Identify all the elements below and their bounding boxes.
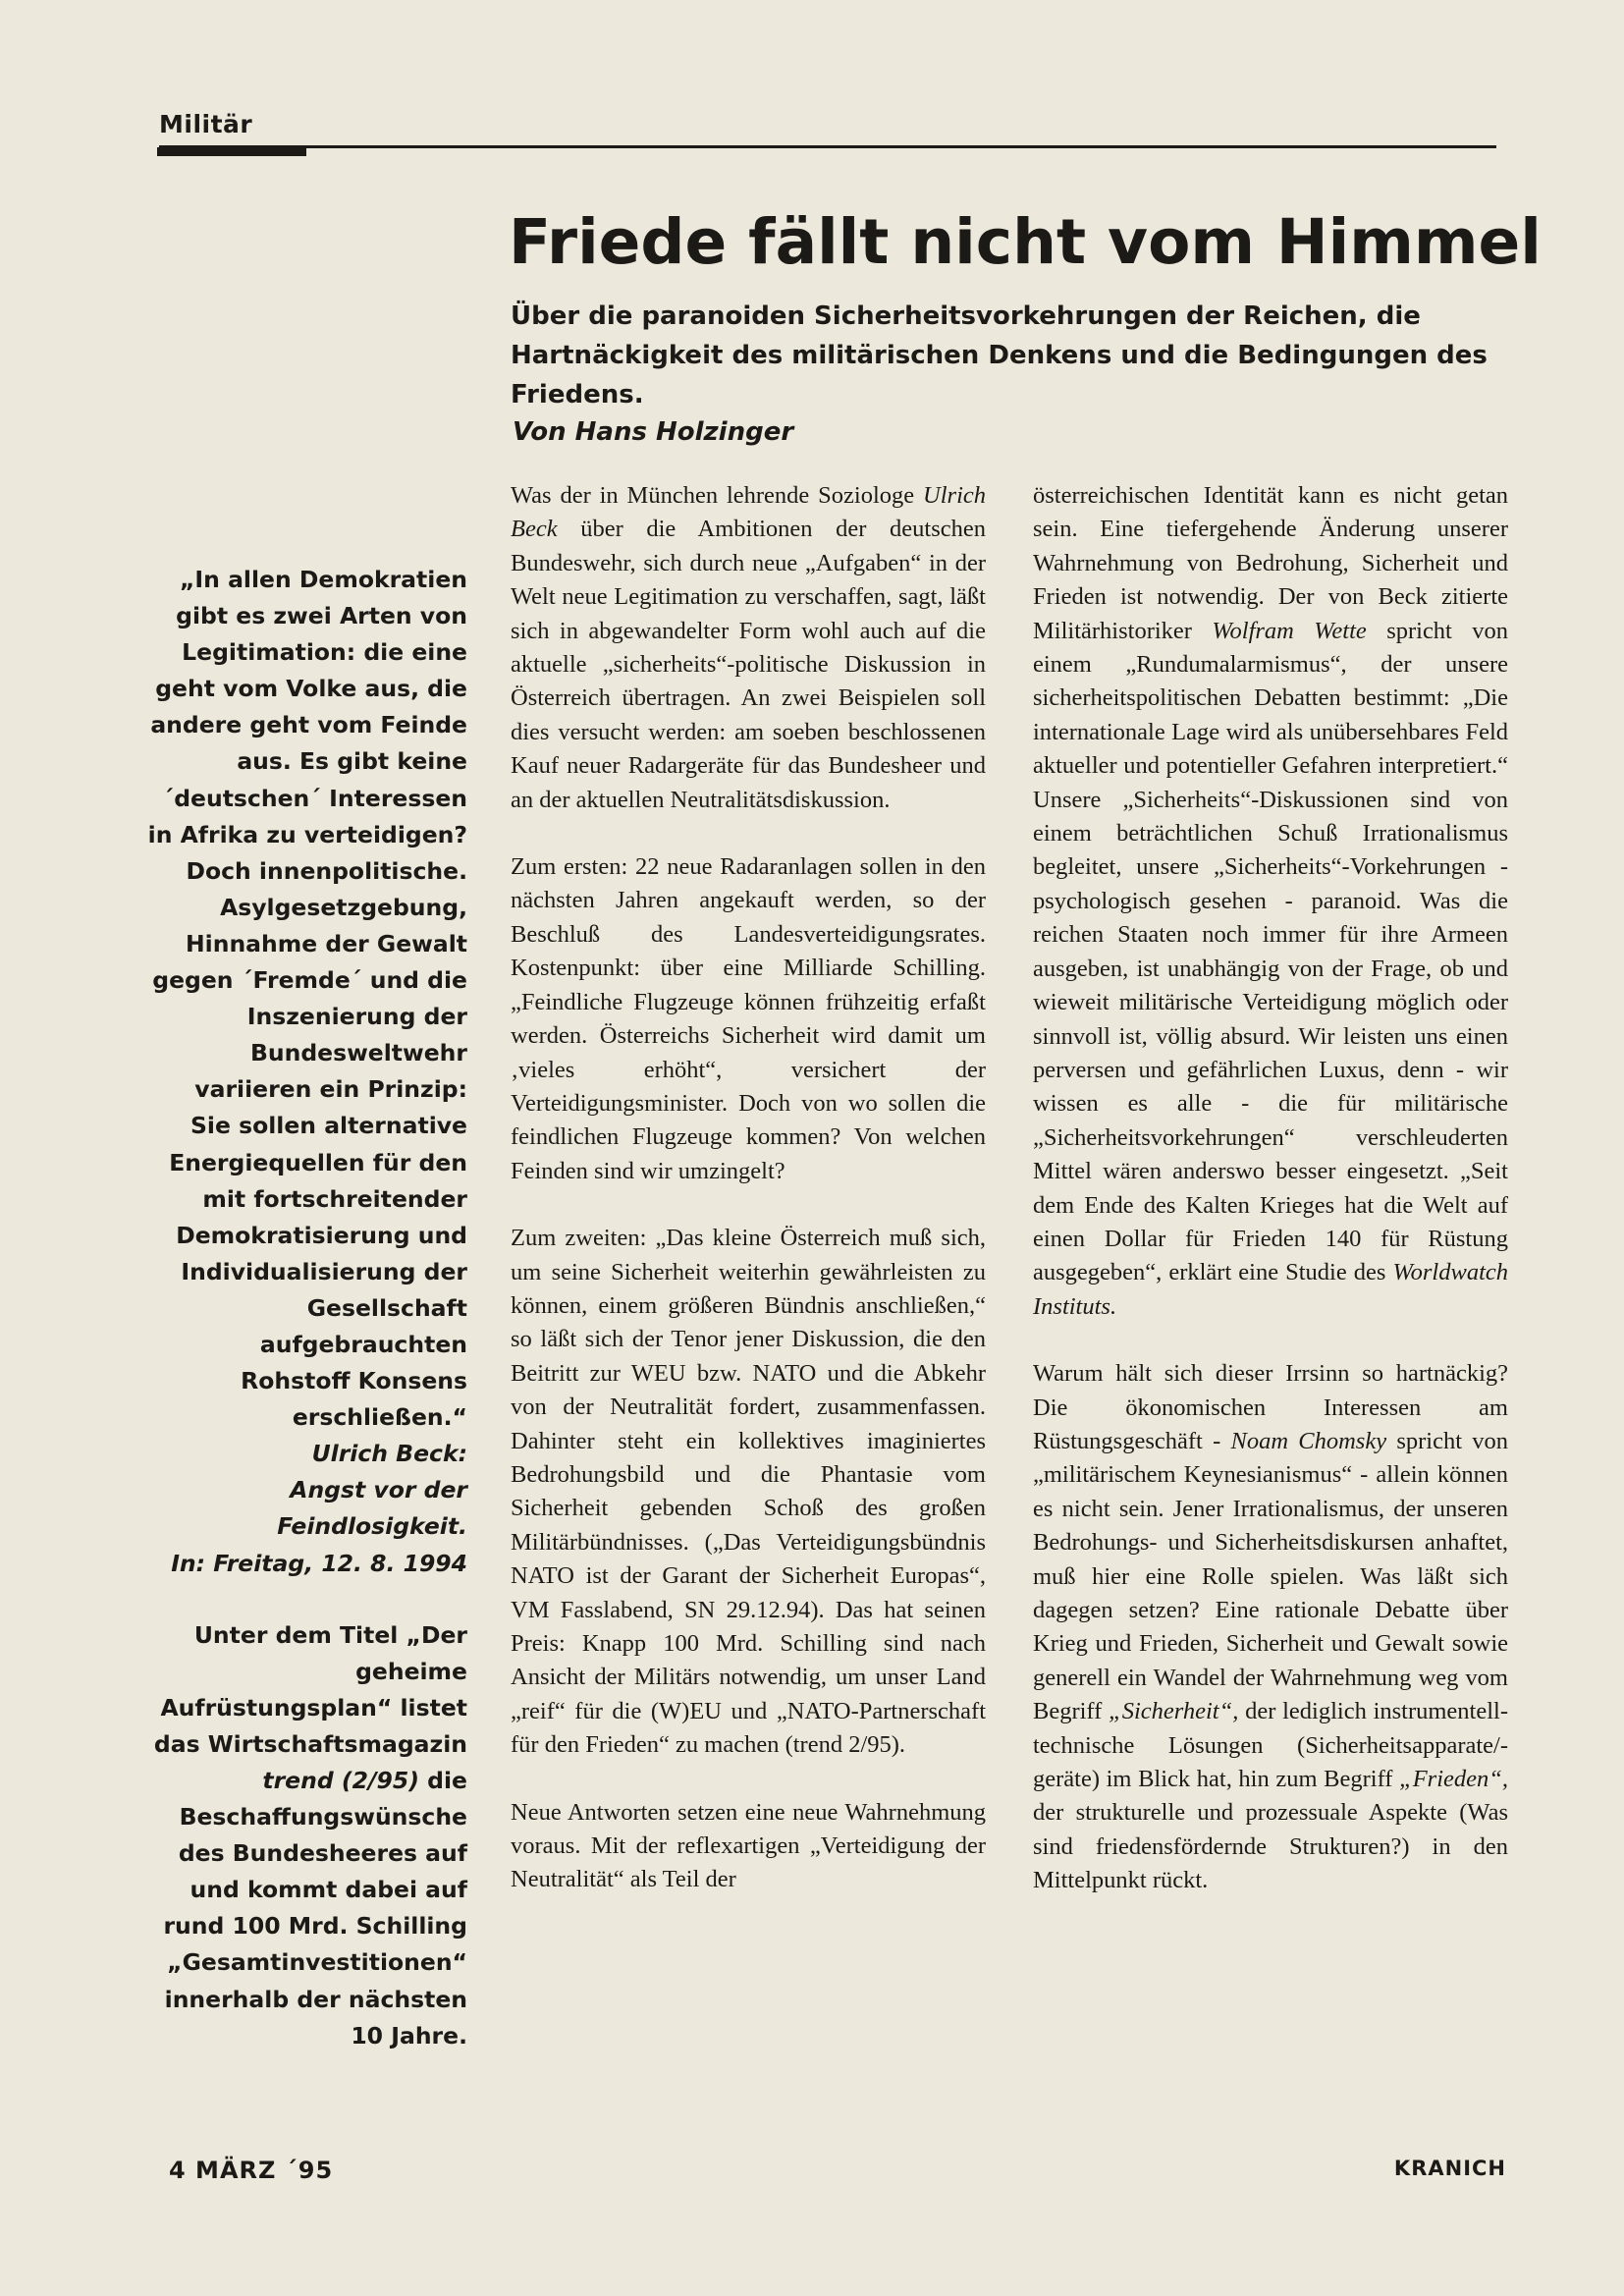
paragraph-6-text-4: der strukturelle und prozessuale Aspekte (Was sind friedensfördernde Strukturen?) in den Mittelpunkt rückt. [1033,1799,1508,1894]
sidebar-note-text-1: Unter dem Titel „Der geheime Aufrüstungsplan“ listet das Wirtschaftsmagazin [153,1620,467,1758]
magazine-name: KRANICH [1393,2157,1506,2180]
paragraph-1 [511,479,986,817]
paragraph-3: Zum zweiten: „Das kleine Österreich muß sich, um seine Sicherheit weiterhin gewährleisten zu können, einem größeren Bündnis anschließen,“ so läßt sich der Tenor jener Diskussion, die den Beitritt zur WEU bzw. NATO und die Abkehr von der Neutralität fordert, zusammenfassen. Dahinter steht ein kollektives imaginiertes Bedrohungsbild und die Phantasie vom Sicherheit gebenden Schoß des großen Militärbündnisses. („Das Verteidigungsbündnis NATO ist der Garant der Sicherheit Europas“, VM Fasslabend, SN 29.12.94). Das hat seinen Preis: Knapp 100 Mrd. Schilling sind nach Ansicht der Militärs notwendig, um unser Land „reif“ für die (W)EU und „NATO-Partnerschaft für den Frieden“ zu machen (trend 2/95). [511,1225,986,1759]
paragraph-spacer [1033,1324,1508,1357]
quote-source-title: Angst vor der Feindlosigkeit. [277,1476,467,1541]
quote-source-author: Ulrich Beck: [311,1440,467,1468]
body-column-2 [1033,479,1508,1898]
sidebar-note-magazine: trend (2/95) [262,1767,419,1794]
section-label: Militär [159,110,253,138]
sidebar-note-text-2: die Beschaffungswünsche des Bundesheeres auf und kommt dabei auf rund 100 Mrd. Schilling „Gesamtinvestitionen“ innerhalb der nächsten 10 Jahre. [163,1767,467,2050]
quote-source-publication: In: Freitag, 12. 8. 1994 [171,1549,467,1577]
page-number-date: 4 MÄRZ ´95 [169,2157,334,2184]
person-name: Wolfram Wette [1212,617,1367,644]
article-byline: Von Hans Holzinger [513,417,794,447]
header-rule-accent [157,147,306,156]
paragraph-spacer [511,1763,986,1796]
paragraph-6-text-3: der lediglich instrumentell-technische Lösungen (Sicherheitsapparate/-geräte) im Blick hat, hin zum Begriff [1033,1698,1509,1793]
paragraph-1-text: Was der in München lehrende Soziologe [511,482,915,509]
person-name: Ulrich Beck [511,482,986,543]
term-frieden: „Frieden“, [1399,1766,1508,1793]
term-sicherheit: „Sicherheit“, [1109,1698,1239,1725]
paragraph-6-text-2: spricht von „militärischem Keynesianismus“ - allein können es nicht sein. Jener Irrationalismus, der unseren Bedrohungs- und Sicherheitsdiskursen anhaftet, muß hier eine Rolle spielen. Was läßt sich dagegen setzen? Eine rationale Debatte über Krieg und Frieden, Sicherheit und Gewalt sowie generell ein Wandel der Wahrnehmung weg vom Begriff [1033,1427,1509,1725]
paragraph-4: Neue Antworten setzen eine neue Wahrnehmung voraus. Mit der reflexartigen „Verteidigung der Neutralität“ als Teil der [511,1798,986,1893]
sidebar-note [147,1617,467,2054]
paragraph-1-text-2: über die Ambitionen der deutschen Bundeswehr, sich durch neue „Aufgaben“ in der Welt neue Legitimation zu verschaffen, sagt, läßt sich in abgewandelter Form wohl auch auf die aktuelle „sicherheits“-politische Diskussion in Österreich übertragen. An zwei Beispielen soll dies versucht werden: am soeben beschlossenen Kauf neuer Radargeräte für das Bundesheer und an der aktuellen Neutralitätsdiskussion. [511,516,987,813]
paragraph-5-text: österreichischen Identität kann es nicht getan sein. Eine tiefergehende Änderung unserer Wahrnehmung von Bedrohung, Sicherheit und Frieden ist notwendig. Der von Beck zitierte Militärhistoriker [1033,482,1508,644]
paragraph-spacer [511,817,986,850]
paragraph-6 [1033,1357,1508,1898]
paragraph-6-text: Warum hält sich dieser Irrsinn so hartnäckig? Die ökonomischen Interessen am Rüstungsgeschäft - [1033,1360,1508,1454]
article-subhead: Über die paranoiden Sicherheitsvorkehrungen der Reichen, die Hartnäckigkeit des militärischen Denkens und die Bedingungen des Friedens. [511,301,1488,410]
institute-name: Worldwatch Instituts. [1033,1259,1509,1320]
sidebar-spacer [147,1582,467,1617]
sidebar [147,562,467,2054]
sidebar-quote: „In allen Demokratien gibt es zwei Arten von Legitimation: die eine geht vom Volke aus, die andere geht vom Feinde aus. Es gibt keine ´deutschen´ Interessen in Afrika zu verteidigen? Doch innenpolitische. Asylgesetzgebung, Hinnahme der Gewalt gegen ´Fremde´ und die Inszenierung der Bundesweltwehr variieren ein Prinzip: Sie sollen alternative Energiequellen für den mit fortschreitender Demokratisierung und Individualisierung der Gesellschaft aufgebrauchten Rohstoff Konsens erschließen.“ [147,566,467,1432]
paragraph-5-text-2: spricht von einem „Rundumalarmismus“, der unsere sicherheitspolitischen Debatten bestimmt: „Die internationale Lage wird als unübersehbares Feld aktueller und potentieller Gefahren interpretiert.“ Unsere „Sicherheits“-Diskussionen sind von einem beträchtlichen Schuß Irrationalismus begleitet, unsere „Sicherheits“-Vorkehrungen - psychologisch gesehen - paranoid. Was die reichen Staaten noch immer für ihre Armeen ausgeben, ist unabhängig von der Frage, ob und wieweit militärische Verteidigung möglich oder sinnvoll ist, völlig absurd. Wir leisten uns einen perversen und gefährlichen Luxus, denn - wir wissen es alle - die für militärische „Sicherheitsvorkehrungen“ verschleuderten Mittel wären anderswo besser eingesetzt. „Seit dem Ende des Kalten Krieges hat die Welt auf einen Dollar für Frieden 140 für Rüstung ausgegeben“, erklärt eine Studie des [1033,617,1509,1286]
paragraph-2: Zum ersten: 22 neue Radaranlagen sollen in den nächsten Jahren angekauft werden, so der Beschluß des Landesverteidigungsrates. Kostenpunkt: über eine Milliarde Schilling. „Feindliche Flugzeuge können frühzeitig erfaßt werden. Österreichs Sicherheit wird damit um ‚vieles erhöht“, versichert der Verteidigungsminister. Doch von wo sollen die feindlichen Flugzeuge kommen? Von welchen Feinden sind wir umzingelt? [511,853,986,1184]
body-column-1 [511,479,986,1897]
paragraph-5 [1033,479,1508,1324]
paragraph-spacer [511,1188,986,1222]
article-headline: Friede fällt nicht vom Himmel [509,206,1542,278]
header-rule [159,145,1496,148]
person-name: Noam Chomsky [1230,1427,1387,1454]
